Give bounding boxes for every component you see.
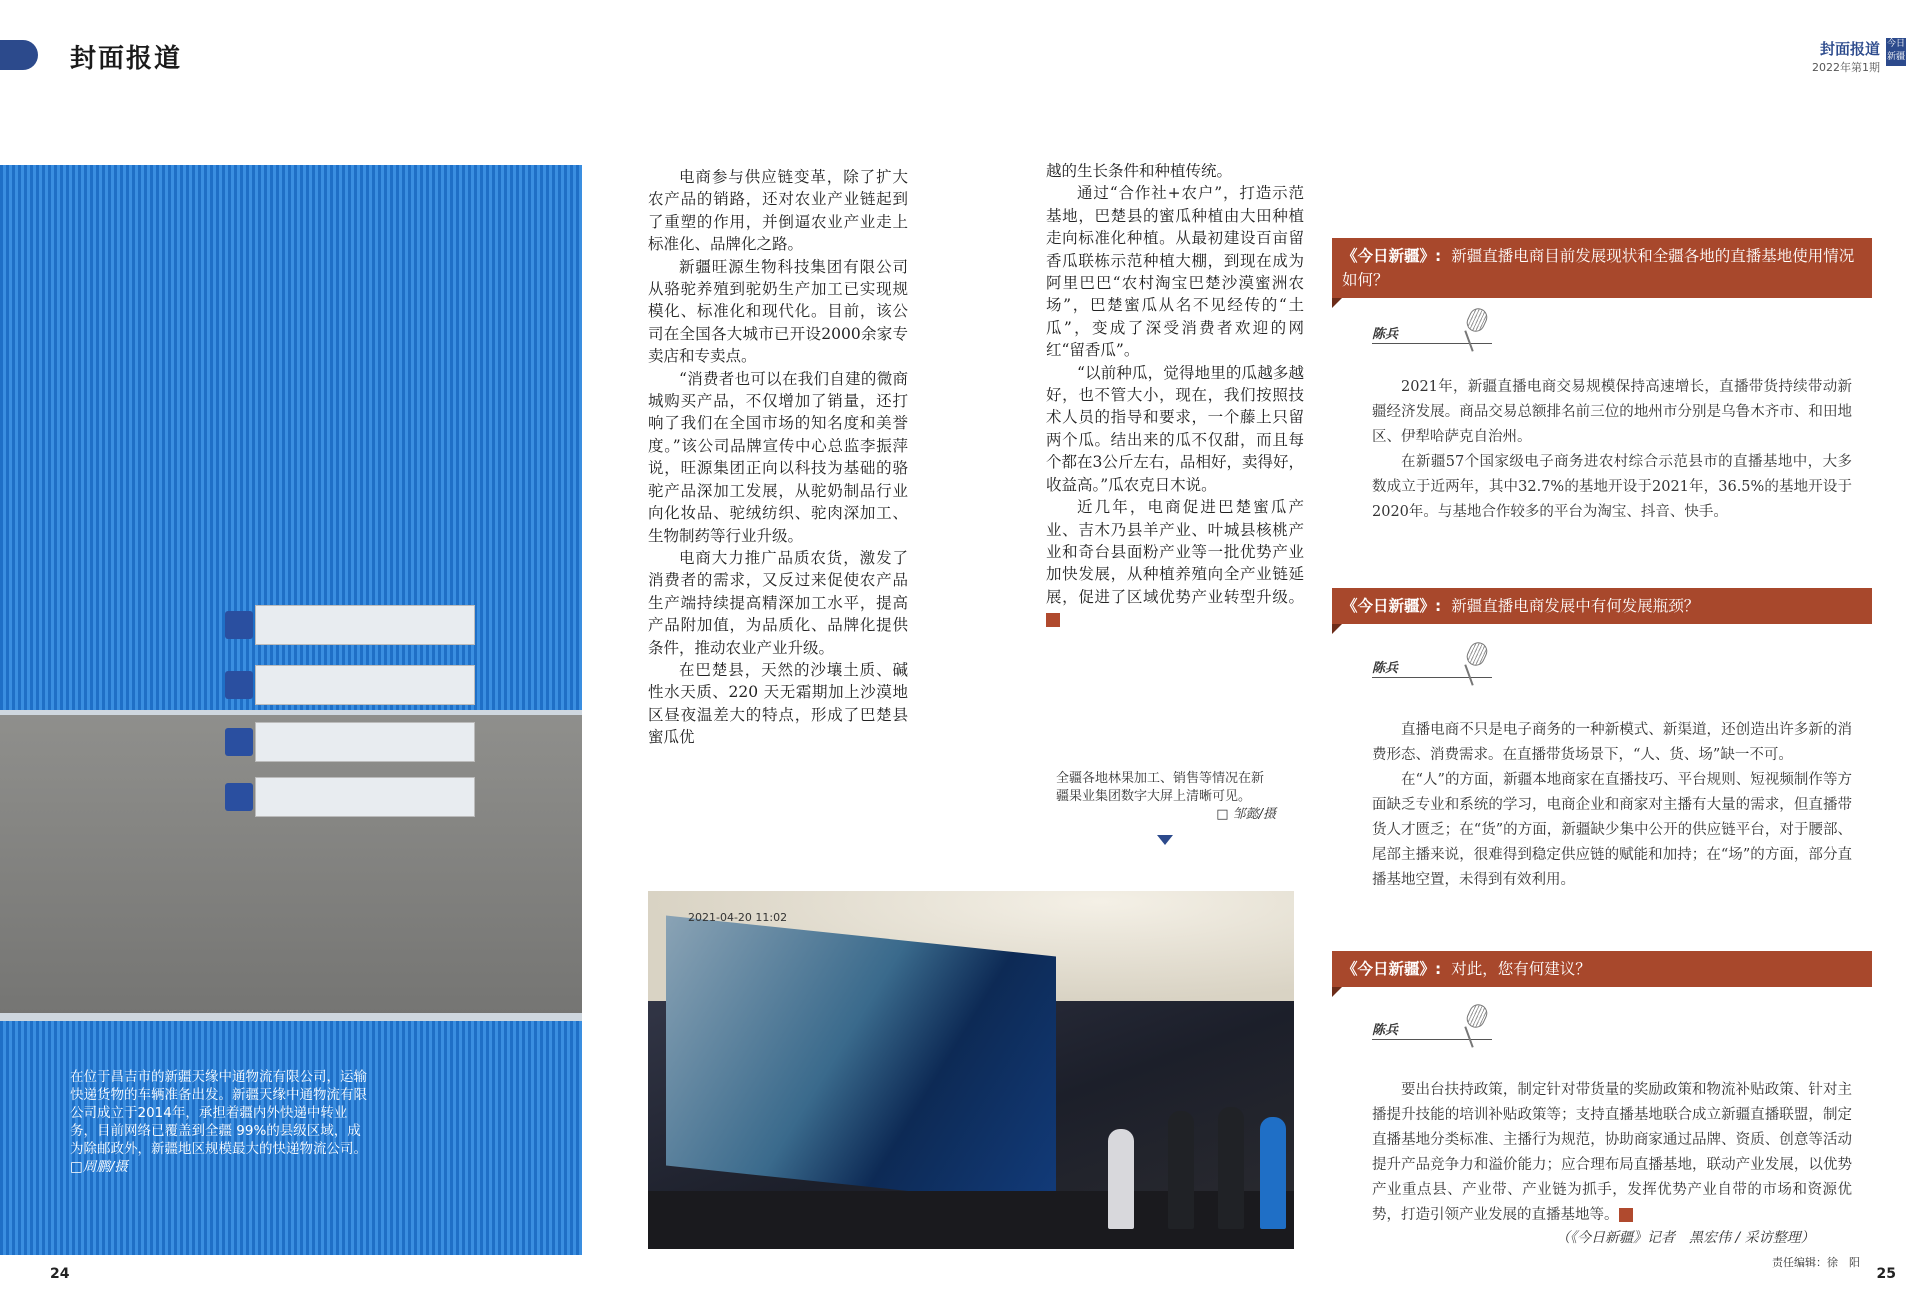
paragraph <box>1046 496 1304 630</box>
page-number-right: 25 <box>1876 1266 1896 1282</box>
paragraph: “消费者也可以在我们自建的微商城购买产品，不仅增加了销量，还打响了我们在全国市场的知名度和美誉度。”该公司品牌宣传中心总监李振萍说，旺源集团正向以科技为基础的骆驼产品深加工发展，从驼奶制品行业向化妆品、驼绒纺织、驼肉深加工、生物制药等行业升级。 <box>648 369 908 545</box>
person <box>1218 1107 1244 1229</box>
question-bar <box>1332 238 1872 298</box>
answer-paragraph: 在“人”的方面，新疆本地商家在直播技巧、平台规则、短视频制作等方面缺乏专业和系统的学习，电商企业和商家对主播有大量的需求，但直播带货人才匮乏；在“货”的方面，新疆缺少集中公开的供应链平台，对于腰部、尾部主播来说，很难得到稳定供应链的赋能和加持；在“场”的方面，部分直播基地空置，未得到有效利用。 <box>1372 772 1852 888</box>
microphone-icon <box>1460 642 1490 688</box>
person <box>1168 1111 1194 1229</box>
truck <box>225 605 475 645</box>
paragraph: 在巴楚县，天然的沙壤土质、碱性水天质、220 天无霜期加上沙漠地区昼夜温差大的特点，形成了巴楚县蜜瓜优 <box>648 660 908 747</box>
issue-label: 2022年第1期 <box>1812 61 1880 74</box>
question-label: 《今日新疆》: <box>1342 597 1442 615</box>
paragraph: 电商参与供应链变革，除了扩大农产品的销路，还对农业产业链起到了重塑的作用，并倒逼农业产业走上标准化、品牌化之路。 <box>648 168 908 254</box>
answer-paragraph: 在新疆57个国家级电子商务进农村综合示范县市的直播基地中，大多数成立于近两年，其中32.7%的基地开设于2021年，36.5%的基地开设于2020年。与基地合作较多的平台为淘宝、抖音、快手。 <box>1372 454 1852 520</box>
photo1-credit: □周鹏/摄 <box>70 1159 128 1175</box>
question-text: 新疆直播电商发展中有何发展瓶颈？ <box>1451 597 1700 615</box>
person <box>1260 1117 1286 1229</box>
caption-pointer-icon <box>1157 835 1173 845</box>
section-marker <box>0 40 38 70</box>
question-label: 《今日新疆》: <box>1342 960 1442 978</box>
truck <box>225 777 475 817</box>
photo2-credit: □ 邹懿/摄 <box>1216 807 1276 822</box>
magazine-logo: 今日新疆 <box>1886 38 1906 66</box>
editor-credit: 责任编辑：徐 阳 <box>1772 1256 1860 1269</box>
section-title: 封面报道 <box>70 44 183 74</box>
question-bar <box>1332 951 1872 987</box>
interview-credit: （《今日新疆》记者 黑宏伟 / 采访整理） <box>1556 1230 1815 1246</box>
question-text: 新疆直播电商目前发展现状和全疆各地的直播基地使用情况如何？ <box>1342 247 1855 289</box>
answer-paragraph <box>1372 1078 1852 1228</box>
microphone-icon <box>1460 1004 1490 1050</box>
paragraph: 通过“合作社+农户”，打造示范基地，巴楚县的蜜瓜种植由大田种植走向标准化种植。从最初建设百亩留香瓜联栋示范种植大棚，到现在成为阿里巴巴“农村淘宝巴楚沙漠蜜洲农场”，巴楚蜜瓜从名不见经传的“土瓜”，变成了深受消费者欢迎的网红“留香瓜”。 <box>1046 184 1304 360</box>
microphone-icon <box>1460 308 1490 354</box>
page-number-left: 24 <box>50 1266 70 1282</box>
answer-paragraph: 直播电商不只是电子商务的一种新模式、新渠道，还创造出许多新的消费形态、消费需求。在直播带货场景下，“人、货、场”缺一不可。 <box>1372 722 1852 763</box>
question-label: 《今日新疆》: <box>1342 247 1442 265</box>
truck <box>225 665 475 705</box>
end-mark-icon <box>1619 1208 1633 1222</box>
paragraph: 新疆旺源生物科技集团有限公司从骆驼养殖到驼奶生产加工已实现规模化、标准化和现代化。目前，该公司在全国各大城市已开设2000余家专卖店和专卖点。 <box>648 257 908 366</box>
roof-edge <box>0 1013 582 1021</box>
floor <box>648 1191 1294 1249</box>
speaker-name: 陈兵 <box>1372 327 1399 342</box>
question-bar <box>1332 588 1872 624</box>
running-header-title: 封面报道 <box>1819 40 1880 58</box>
paragraph: “以前种瓜，觉得地里的瓜越多越好，也不管大小，现在，我们按照技术人员的指导和要求，一个藤上只留两个瓜。结出来的瓜不仅甜，而且每个都在3公斤左右，品相好，卖得好，收益高。”瓜农克日木说。 <box>1046 363 1304 494</box>
photo1-caption-text: 在位于昌吉市的新疆天缘中通物流有限公司，运输快递货物的车辆准备出发。新疆天缘中通物流有限公司成立于2014年，承担着疆内外快递中转业务，目前网络已覆盖到全疆 99%的县级区域，成为除邮政外，新疆地区规模最大的快递物流公司。 <box>70 1069 367 1157</box>
person <box>1108 1129 1134 1229</box>
data-wall-screen <box>666 916 1056 1207</box>
photo2-caption-text: 全疆各地林果加工、销售等情况在新疆果业集团数字大屏上清晰可见。 <box>1056 771 1265 804</box>
answer-text: 要出台扶持政策，制定针对带货量的奖励政策和物流补贴政策、针对主播提升技能的培训补贴政策等；支持直播基地联合成立新疆直播联盟，制定直播基地分类标准、主播行为规范，协助商家通过品牌、资质、创意等活动提升产品竞争力和溢价能力；应合理布局直播基地，联动产业发展，以优势产业重点县、产业带、产业链为抓手，发挥优势产业自带的市场和资源优势，打造引领产业发展的直播基地等。 <box>1372 1082 1852 1223</box>
photo-timestamp: 2021-04-20 11:02 <box>688 911 788 924</box>
answer-block <box>1372 375 1852 525</box>
article-column-1 <box>648 166 908 749</box>
question-text: 对此，您有何建议？ <box>1451 960 1591 978</box>
answer-block <box>1372 1078 1852 1228</box>
paragraph: 越的生长条件和种植传统。 <box>1046 162 1233 180</box>
running-header <box>1812 38 1880 75</box>
photo1-caption <box>70 1068 370 1176</box>
end-mark-icon <box>1046 613 1060 627</box>
truck <box>225 722 475 762</box>
article-column-2 <box>1046 160 1304 631</box>
speaker-name: 陈兵 <box>1372 661 1399 676</box>
paragraph-text: 近几年，电商促进巴楚蜜瓜产业、吉木乃县羊产业、叶城县核桃产业和奇台县面粉产业等一批优势产业加快发展，从种植养殖向全产业链延展，促进了区域优势产业转型升级。 <box>1046 498 1304 606</box>
answer-block <box>1372 718 1852 893</box>
control-room-photo <box>648 891 1294 1249</box>
paragraph: 电商大力推广品质农货，激发了消费者的需求，又反过来促使农产品生产端持续提高精深加工水平，提高产品附加值，为品质化、品牌化提供条件，推动农业产业升级。 <box>648 548 908 657</box>
photo2-caption <box>1056 770 1276 824</box>
answer-paragraph: 2021年，新疆直播电商交易规模保持高速增长，直播带货持续带动新疆经济发展。商品交易总额排名前三位的地州市分别是乌鲁木齐市、和田地区、伊犁哈萨克自治州。 <box>1372 379 1852 445</box>
speaker-name: 陈兵 <box>1372 1023 1399 1038</box>
